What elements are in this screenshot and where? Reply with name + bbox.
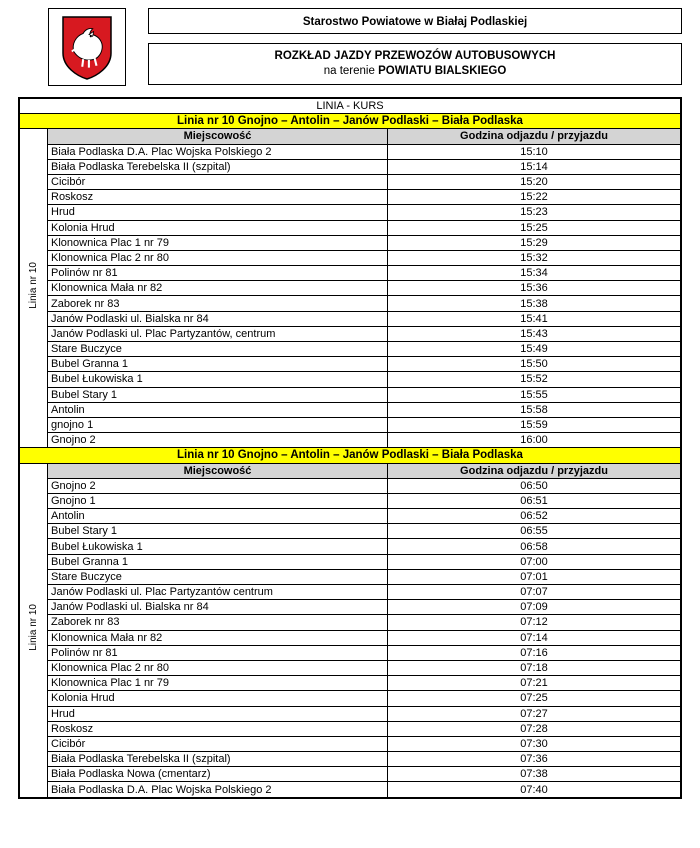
- table-row: [20, 645, 681, 660]
- stop-name: Zaborek nr 83: [48, 615, 388, 630]
- stop-name: Klonownica Plac 1 nr 79: [48, 235, 388, 250]
- table-row: [20, 296, 681, 311]
- table-row: [20, 630, 681, 645]
- stop-time: 15:43: [388, 326, 681, 341]
- stop-time: 07:21: [388, 676, 681, 691]
- stop-time: 15:41: [388, 311, 681, 326]
- stop-name: Janów Podlaski ul. Plac Partyzantów centrum: [48, 585, 388, 600]
- table-row: [20, 752, 681, 767]
- table-row: [20, 174, 681, 189]
- header-text-boxes: [148, 8, 682, 85]
- stop-name: Bubel Stary 1: [48, 387, 388, 402]
- stop-time: 15:29: [388, 235, 681, 250]
- table-row: [20, 767, 681, 782]
- stop-time: 15:52: [388, 372, 681, 387]
- stop-name: Klonownica Plac 2 nr 80: [48, 660, 388, 675]
- document-header: [0, 0, 700, 86]
- column-header-row: [20, 129, 681, 144]
- stop-name: Bubel Granna 1: [48, 554, 388, 569]
- stop-name: Roskosz: [48, 190, 388, 205]
- table-row: [20, 615, 681, 630]
- title-region: POWIATU BIALSKIEGO: [378, 65, 507, 77]
- column-header-row: [20, 463, 681, 478]
- table-row: [20, 159, 681, 174]
- stop-name: Klonownica Plac 1 nr 79: [48, 676, 388, 691]
- stop-name: Antolin: [48, 509, 388, 524]
- stop-name: Gnojno 2: [48, 433, 388, 448]
- table-row: [20, 311, 681, 326]
- route-title: Linia nr 10 Gnojno – Antolin – Janów Podlaski – Biała Podlaska: [20, 448, 681, 463]
- stop-name: Stare Buczyce: [48, 342, 388, 357]
- table-row: [20, 585, 681, 600]
- stop-time: 15:32: [388, 250, 681, 265]
- stop-name: Janów Podlaski ul. Bialska nr 84: [48, 311, 388, 326]
- table-row: [20, 554, 681, 569]
- stop-time: 07:25: [388, 691, 681, 706]
- table-row: [20, 433, 681, 448]
- stop-time: 07:12: [388, 615, 681, 630]
- table-row: [20, 691, 681, 706]
- table-row: [20, 509, 681, 524]
- table-row: [20, 721, 681, 736]
- table-row: [20, 660, 681, 675]
- stop-name: Janów Podlaski ul. Bialska nr 84: [48, 600, 388, 615]
- stop-name: Polinów nr 81: [48, 266, 388, 281]
- table-row: [20, 493, 681, 508]
- crest-container: [48, 8, 126, 86]
- table-row: [20, 326, 681, 341]
- stop-name: Klonownica Plac 2 nr 80: [48, 250, 388, 265]
- table-row: [20, 190, 681, 205]
- document-title-line2: [324, 64, 507, 79]
- table-row: [20, 281, 681, 296]
- stop-name: Stare Buczyce: [48, 569, 388, 584]
- stop-name: Bubel Granna 1: [48, 357, 388, 372]
- stop-time: 07:40: [388, 782, 681, 797]
- linia-kurs-label: LINIA - KURS: [20, 99, 681, 114]
- stop-name: Klonownica Mała nr 82: [48, 281, 388, 296]
- linia-kurs-row: [20, 99, 681, 114]
- table-row: [20, 478, 681, 493]
- stop-time: 15:23: [388, 205, 681, 220]
- stop-name: Antolin: [48, 402, 388, 417]
- table-row: [20, 387, 681, 402]
- stop-time: 06:55: [388, 524, 681, 539]
- table-row: [20, 342, 681, 357]
- stop-name: Biała Podlaska D.A. Plac Wojska Polskiego 2: [48, 782, 388, 797]
- stop-time: 07:09: [388, 600, 681, 615]
- column-header-place: Miejscowość: [48, 129, 388, 144]
- coat-of-arms-icon: [61, 15, 113, 79]
- line-number-label: Linia nr 10: [20, 463, 48, 797]
- stop-time: 06:52: [388, 509, 681, 524]
- table-row: [20, 569, 681, 584]
- table-row: [20, 417, 681, 432]
- document-title-line1: ROZKŁAD JAZDY PRZEWOZÓW AUTOBUSOWYCH: [274, 50, 556, 62]
- title-prefix: na terenie: [323, 65, 379, 77]
- stop-name: Polinów nr 81: [48, 645, 388, 660]
- stop-time: 07:36: [388, 752, 681, 767]
- stop-name: Gnojno 1: [48, 493, 388, 508]
- stop-time: 06:51: [388, 493, 681, 508]
- stop-time: 15:10: [388, 144, 681, 159]
- stop-name: Bubel Stary 1: [48, 524, 388, 539]
- line-number-label: Linia nr 10: [20, 129, 48, 448]
- stop-name: Hrud: [48, 706, 388, 721]
- office-name: Starostwo Powiatowe w Białaj Podlaskiej: [148, 8, 682, 34]
- stop-time: 15:20: [388, 174, 681, 189]
- stop-name: Bubel Łukowiska 1: [48, 372, 388, 387]
- stop-time: 07:00: [388, 554, 681, 569]
- table-row: [20, 402, 681, 417]
- stop-time: 15:59: [388, 417, 681, 432]
- stop-time: 07:27: [388, 706, 681, 721]
- stop-name: Cicibór: [48, 736, 388, 751]
- document-title: [148, 43, 682, 85]
- route-title: Linia nr 10 Gnojno – Antolin – Janów Podlaski – Biała Podlaska: [20, 114, 681, 129]
- table-row: [20, 266, 681, 281]
- column-header-time: Godzina odjazdu / przyjazdu: [388, 463, 681, 478]
- stop-time: 15:14: [388, 159, 681, 174]
- stop-time: 15:50: [388, 357, 681, 372]
- stop-time: 15:38: [388, 296, 681, 311]
- stop-time: 07:38: [388, 767, 681, 782]
- table-row: [20, 144, 681, 159]
- table-row: [20, 220, 681, 235]
- stop-time: 15:34: [388, 266, 681, 281]
- stop-time: 07:14: [388, 630, 681, 645]
- route-title-row: [20, 448, 681, 463]
- stop-time: 16:00: [388, 433, 681, 448]
- stop-time: 15:58: [388, 402, 681, 417]
- stop-name: Cicibór: [48, 174, 388, 189]
- stop-time: 15:22: [388, 190, 681, 205]
- table-row: [20, 235, 681, 250]
- table-row: [20, 357, 681, 372]
- column-header-time: Godzina odjazdu / przyjazdu: [388, 129, 681, 144]
- column-header-place: Miejscowość: [48, 463, 388, 478]
- table-row: [20, 205, 681, 220]
- table-row: [20, 736, 681, 751]
- table-row: [20, 706, 681, 721]
- stop-name: gnojno 1: [48, 417, 388, 432]
- stop-time: 06:58: [388, 539, 681, 554]
- stop-name: Biała Podlaska D.A. Plac Wojska Polskiego 2: [48, 144, 388, 159]
- table-row: [20, 250, 681, 265]
- route-title-row: [20, 114, 681, 129]
- schedule-table: [19, 98, 681, 798]
- stop-time: 07:30: [388, 736, 681, 751]
- stop-name: Kolonia Hrud: [48, 691, 388, 706]
- table-row: [20, 539, 681, 554]
- stop-time: 07:16: [388, 645, 681, 660]
- stop-name: Janów Podlaski ul. Plac Partyzantów, centrum: [48, 326, 388, 341]
- table-row: [20, 676, 681, 691]
- stop-name: Biała Podlaska Terebelska II (szpital): [48, 752, 388, 767]
- stop-name: Klonownica Mała nr 82: [48, 630, 388, 645]
- stop-time: 15:36: [388, 281, 681, 296]
- stop-time: 07:07: [388, 585, 681, 600]
- stop-name: Roskosz: [48, 721, 388, 736]
- stop-name: Zaborek nr 83: [48, 296, 388, 311]
- table-row: [20, 372, 681, 387]
- stop-name: Gnojno 2: [48, 478, 388, 493]
- stop-time: 07:18: [388, 660, 681, 675]
- stop-name: Hrud: [48, 205, 388, 220]
- table-row: [20, 524, 681, 539]
- stop-name: Kolonia Hrud: [48, 220, 388, 235]
- stop-time: 07:01: [388, 569, 681, 584]
- stop-time: 06:50: [388, 478, 681, 493]
- table-row: [20, 600, 681, 615]
- table-row: [20, 782, 681, 797]
- stop-name: Biała Podlaska Nowa (cmentarz): [48, 767, 388, 782]
- stop-time: 15:55: [388, 387, 681, 402]
- schedule-body: [20, 99, 681, 798]
- stop-name: Biała Podlaska Terebelska II (szpital): [48, 159, 388, 174]
- schedule-table-container: [18, 97, 682, 799]
- stop-time: 15:25: [388, 220, 681, 235]
- stop-time: 07:28: [388, 721, 681, 736]
- stop-name: Bubel Łukowiska 1: [48, 539, 388, 554]
- stop-time: 15:49: [388, 342, 681, 357]
